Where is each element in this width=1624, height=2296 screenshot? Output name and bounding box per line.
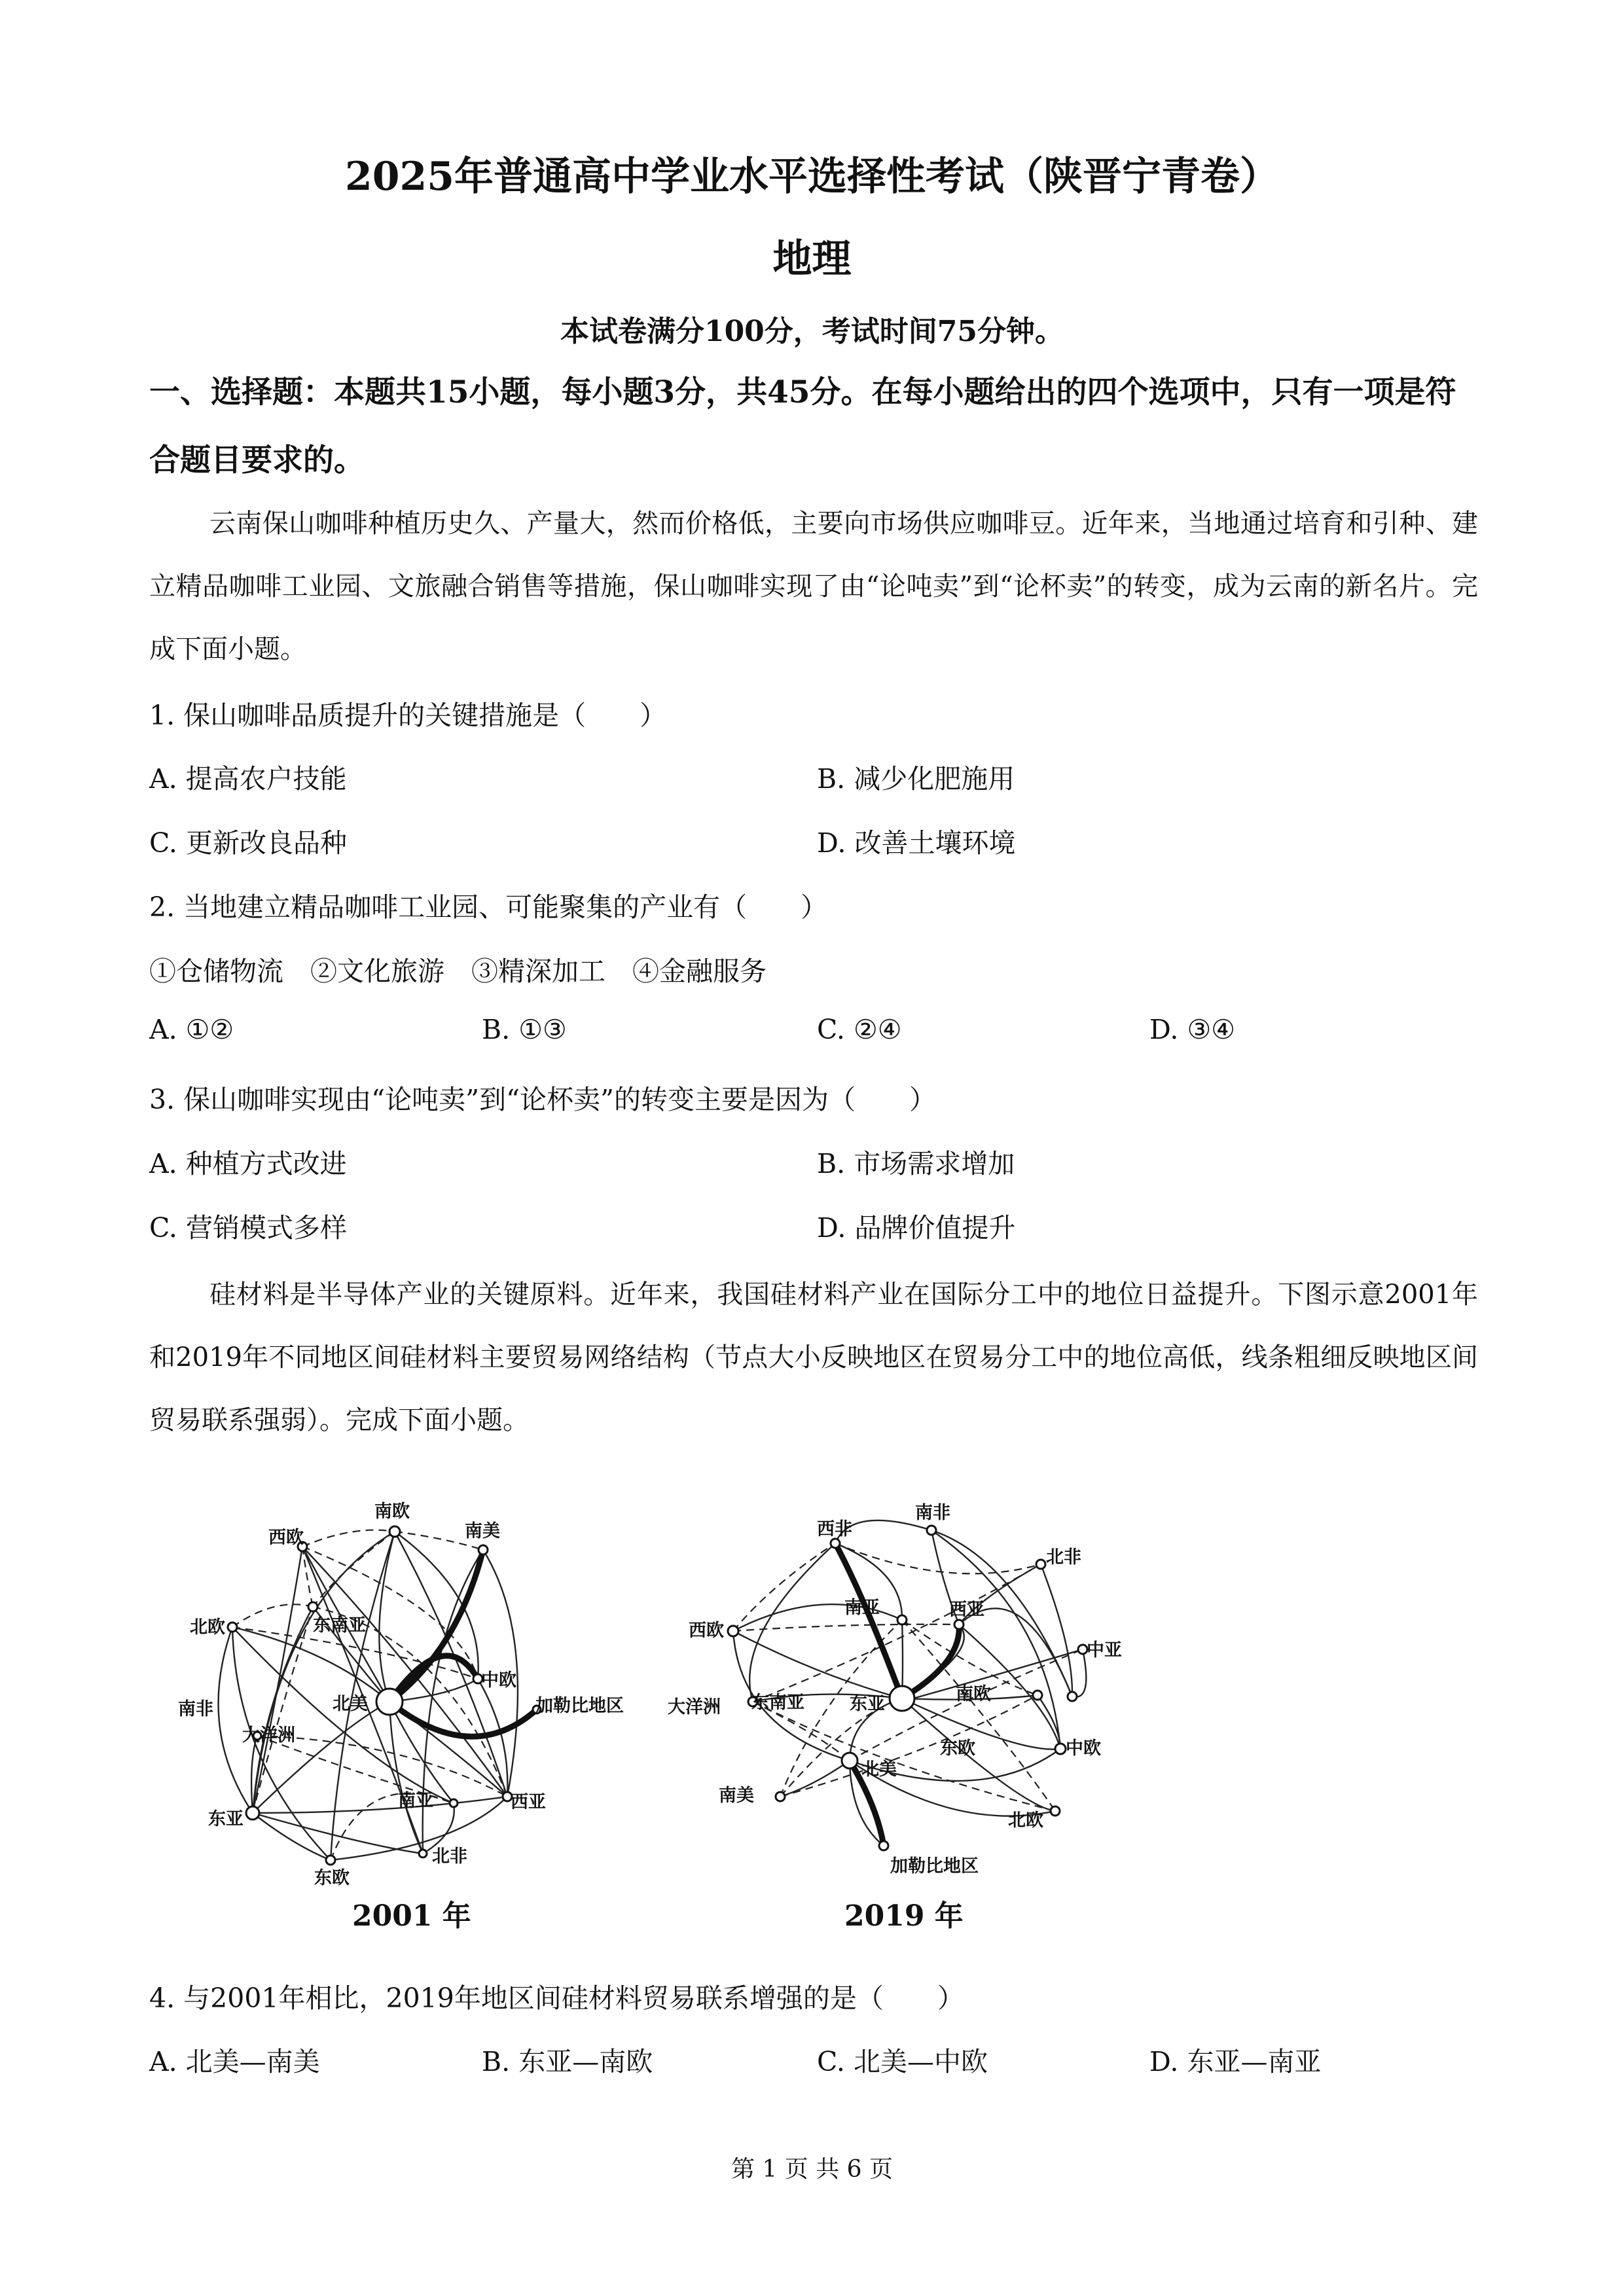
label-2019-dayangzhou: 大洋洲	[668, 1697, 721, 1717]
label-2001-beifei: 北非	[432, 1846, 467, 1867]
label-2001-xiou: 西欧	[268, 1528, 304, 1548]
question-3-stem: 3. 保山咖啡实现由“论吨卖”到“论杯卖”的转变主要是因为（ ）	[149, 1084, 936, 1115]
q2-option-a[interactable]: A. ①②	[149, 1014, 234, 1045]
label-2001-dayangzhou: 大洋洲	[242, 1725, 295, 1746]
passage-silicon: 硅材料是半导体产业的关键原料。近年来，我国硅材料产业在国际分工中的地位日益提升。下图示意2001年和2019年不同地区间硅材料主要贸易网络结构（节点大小反映地区在贸易分工中的地位高低，线条粗细反映地区间贸易联系强弱）。完成下面小题。	[149, 1280, 1478, 1435]
exam-note: 本试卷满分100分，考试时间75分钟。	[560, 315, 1064, 348]
q1-option-a[interactable]: A. 提高农户技能	[149, 763, 347, 795]
label-2019-beifei: 北非	[1046, 1547, 1081, 1568]
label-2019-nanou: 南欧	[956, 1684, 991, 1704]
q3-option-a[interactable]: A. 种植方式改进	[149, 1148, 347, 1179]
label-2019-xifei: 西非	[817, 1519, 852, 1539]
question-2-items: ①仓储物流 ②文化旅游 ③精深加工 ④金融服务	[149, 956, 767, 987]
label-2019-nanmei: 南美	[719, 1785, 754, 1806]
label-2001-dongnanya: 东南亚	[313, 1615, 366, 1636]
q2-option-d[interactable]: D. ③④	[1149, 1014, 1235, 1045]
q3-option-d[interactable]: D. 品牌价值提升	[817, 1212, 1016, 1244]
label-2001-nanmei: 南美	[465, 1521, 500, 1541]
label-2019-dongou: 东欧	[940, 1738, 975, 1759]
label-2001-dongya: 东亚	[208, 1809, 244, 1829]
passage-coffee: 云南保山咖啡种植历史久、产量大，然而价格低，主要向市场供应咖啡豆。近年来，当地通过培育和引种、建立精品咖啡工业园、文旅融合销售等措施，保山咖啡实现了由“论吨卖”到“论杯卖”的转变，成为云南的新名片。完成下面小题。	[149, 509, 1478, 664]
label-2019-dongnanya: 东南亚	[751, 1693, 804, 1713]
q1-option-b[interactable]: B. 减少化肥施用	[817, 763, 1015, 795]
trade-network-figure	[0, 1453, 1624, 1950]
label-2019-nanfei: 南非	[915, 1503, 950, 1523]
label-2001-xiya: 西亚	[511, 1792, 546, 1812]
exam-title: 2025年普通高中学业水平选择性考试（陕晋宁青卷）	[345, 154, 1279, 200]
label-2019-beiou: 北欧	[1008, 1810, 1043, 1831]
label-2019-xiya: 西亚	[949, 1600, 984, 1620]
label-2019-zhongou: 中欧	[1066, 1738, 1101, 1759]
q1-option-d[interactable]: D. 改善土壤环境	[817, 827, 1016, 859]
label-2019-xiou: 西欧	[689, 1621, 724, 1641]
q4-option-a[interactable]: A. 北美—南美	[149, 2046, 320, 2077]
q3-option-b[interactable]: B. 市场需求增加	[817, 1148, 1015, 1179]
question-1-stem: 1. 保山咖啡品质提升的关键措施是（ ）	[149, 700, 667, 731]
q2-option-b[interactable]: B. ①③	[482, 1014, 567, 1045]
q4-option-d[interactable]: D. 东亚—南亚	[1149, 2046, 1322, 2077]
question-4-stem: 4. 与2001年相比，2019年地区间硅材料贸易联系增强的是（ ）	[149, 1982, 964, 2014]
caption-2001: 2001 年	[352, 1899, 471, 1933]
q4-option-b[interactable]: B. 东亚—南欧	[482, 2046, 653, 2077]
q3-option-c[interactable]: C. 营销模式多样	[149, 1212, 347, 1244]
label-2001-nanya: 南亚	[398, 1791, 433, 1811]
q4-option-c[interactable]: C. 北美—中欧	[817, 2046, 988, 2077]
label-2001-beiou: 北欧	[190, 1617, 225, 1638]
q2-option-c[interactable]: C. ②④	[817, 1014, 902, 1045]
label-2001-zhongou: 中欧	[481, 1670, 516, 1691]
label-2019-beimei: 北美	[861, 1759, 897, 1780]
network-2019	[668, 1503, 1122, 1933]
label-2001-nanfei: 南非	[178, 1699, 213, 1719]
label-2001-jialebi: 加勒比地区	[535, 1696, 624, 1716]
question-2-stem: 2. 当地建立精品咖啡工业园、可能聚集的产业有（ ）	[149, 891, 828, 923]
label-2001-dongou: 东欧	[314, 1868, 350, 1888]
label-2019-jialebi: 加勒比地区	[890, 1856, 979, 1876]
section-heading: 一、选择题：本题共15小题，每小题3分，共45分。在每小题给出的四个选项中，只有一项是符合题目要求的。	[149, 374, 1456, 478]
page-footer: 第 1 页 共 6 页	[731, 2156, 893, 2183]
subject-title: 地理	[772, 236, 852, 282]
label-2019-dongya: 东亚	[850, 1694, 885, 1714]
label-2001-nanou: 南欧	[374, 1501, 410, 1522]
label-2019-zhongya: 中亚	[1087, 1640, 1122, 1660]
q1-option-c[interactable]: C. 更新改良品种	[149, 827, 347, 859]
label-2019-nanya: 南亚	[844, 1598, 880, 1618]
caption-2019: 2019 年	[844, 1899, 964, 1933]
label-2001-beimei: 北美	[333, 1694, 368, 1714]
network-2001	[178, 1501, 624, 1933]
